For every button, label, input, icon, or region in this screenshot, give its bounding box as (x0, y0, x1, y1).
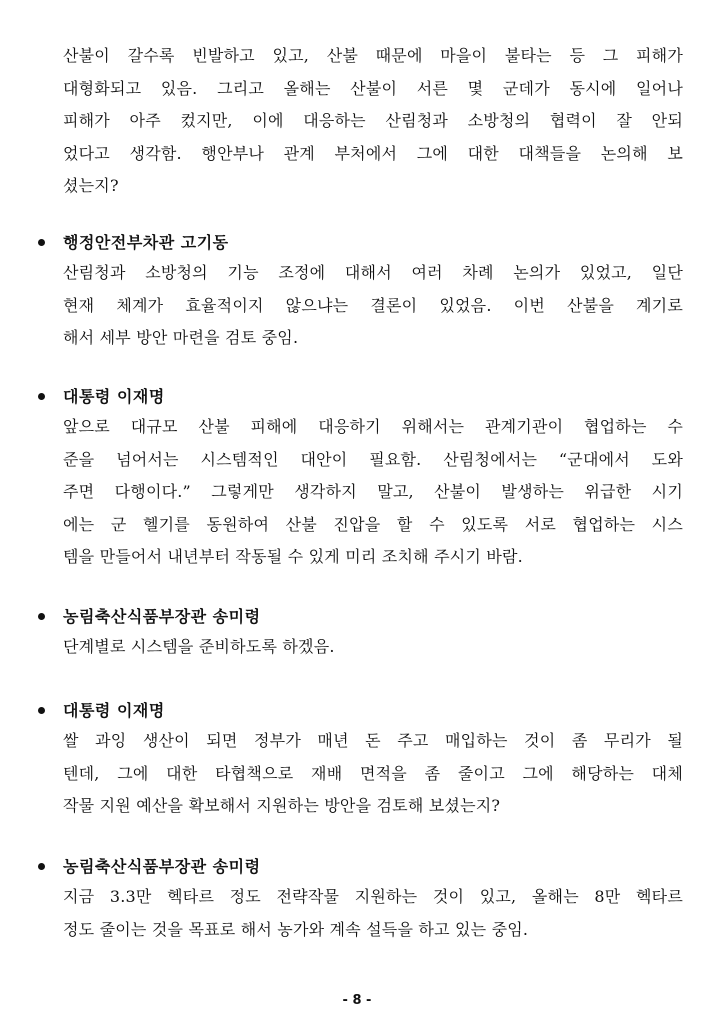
text-line: 피해가 아주 컸지만, 이에 대응하는 산림청과 소방청의 협력이 잘 안되 (63, 111, 683, 130)
speaker-name: 농림축산식품부장관 송미령 (63, 607, 261, 626)
text-line: 현재 체계가 효율적이지 않으냐는 결론이 있었음. 이번 산불을 계기로 (63, 295, 683, 315)
text-line: 대형화되고 있음. 그리고 올해는 산불이 서른 몇 군데가 동시에 일어나 (63, 78, 683, 98)
bullet-icon (38, 707, 45, 714)
text-line: 작물 지원 예산을 확보해서 지원하는 방안을 검토해 보셨는지? (63, 796, 501, 815)
speaker-heading (38, 697, 683, 725)
text-line: 주면 다행이다.” 그렇게만 생각하지 말고, 산불이 발생하는 위급한 시기 (63, 482, 683, 501)
statement-text (63, 257, 683, 355)
statement-entry (38, 603, 683, 664)
statement-entry (38, 697, 683, 823)
text-line: 었다고 생각함. 행안부나 관계 부처에서 그에 대한 대책들을 논의해 보 (63, 143, 683, 163)
text-line: 앞으로 대규모 산불 피해에 대응하기 위해서는 관계기관이 협업하는 수 (63, 417, 683, 436)
speaker-name: 농림축산식품부장관 송미령 (63, 857, 261, 876)
speaker-heading (38, 853, 683, 881)
statement-text (63, 881, 683, 946)
statement-entry (38, 229, 683, 355)
text-line: 산불이 갈수록 빈발하고 있고, 산불 때문에 마을이 불타는 등 그 피해가 (63, 46, 683, 65)
text-line: 지금 3.3만 헥타르 정도 전략작물 지원하는 것이 있고, 올해는 8만 헥타르 (63, 887, 683, 906)
statement-text (63, 631, 683, 664)
text-line: 단계별로 시스템을 준비하도록 하겠음. (63, 637, 335, 656)
bullet-icon (38, 613, 45, 620)
text-line: 셨는지? (63, 176, 119, 195)
speaker-heading (38, 383, 683, 411)
text-line: 해서 세부 방안 마련을 검토 중임. (63, 328, 299, 347)
text-line: 쌀 과잉 생산이 되면 정부가 매년 돈 주고 매입하는 것이 좀 무리가 될 (63, 731, 683, 750)
speaker-name: 대통령 이재명 (63, 387, 165, 406)
statement-entry (38, 853, 683, 946)
bullet-icon (38, 239, 45, 246)
text-line: 준을 넘어서는 시스템적인 대안이 필요함. 산림청에서는 “군대에서 도와 (63, 449, 683, 469)
bullet-icon (38, 393, 45, 400)
bullet-icon (38, 863, 45, 870)
speaker-heading (38, 603, 683, 631)
statement-text (63, 725, 683, 823)
text-line: 산림청과 소방청의 기능 조정에 대해서 여러 차례 논의가 있었고, 일단 (63, 263, 683, 282)
text-line: 정도 줄이는 것을 목표로 해서 농가와 계속 설득을 하고 있는 중임. (63, 919, 529, 939)
intro-paragraph (63, 40, 683, 203)
speaker-name: 행정안전부차관 고기동 (63, 233, 229, 252)
statement-entry (38, 383, 683, 574)
text-line: 에는 군 헬기를 동원하여 산불 진압을 할 수 있도록 서로 협업하는 시스 (63, 514, 683, 534)
statement-text (63, 411, 683, 574)
text-line: 텐데, 그에 대한 타협책으로 재배 면적을 좀 줄이고 그에 해당하는 대체 (63, 763, 683, 783)
text-line: 템을 만들어서 내년부터 작동될 수 있게 미리 조치해 주시기 바람. (63, 547, 523, 566)
speaker-name: 대통령 이재명 (63, 701, 165, 720)
page-number: - 8 - (342, 993, 372, 1008)
speaker-heading (38, 229, 683, 257)
